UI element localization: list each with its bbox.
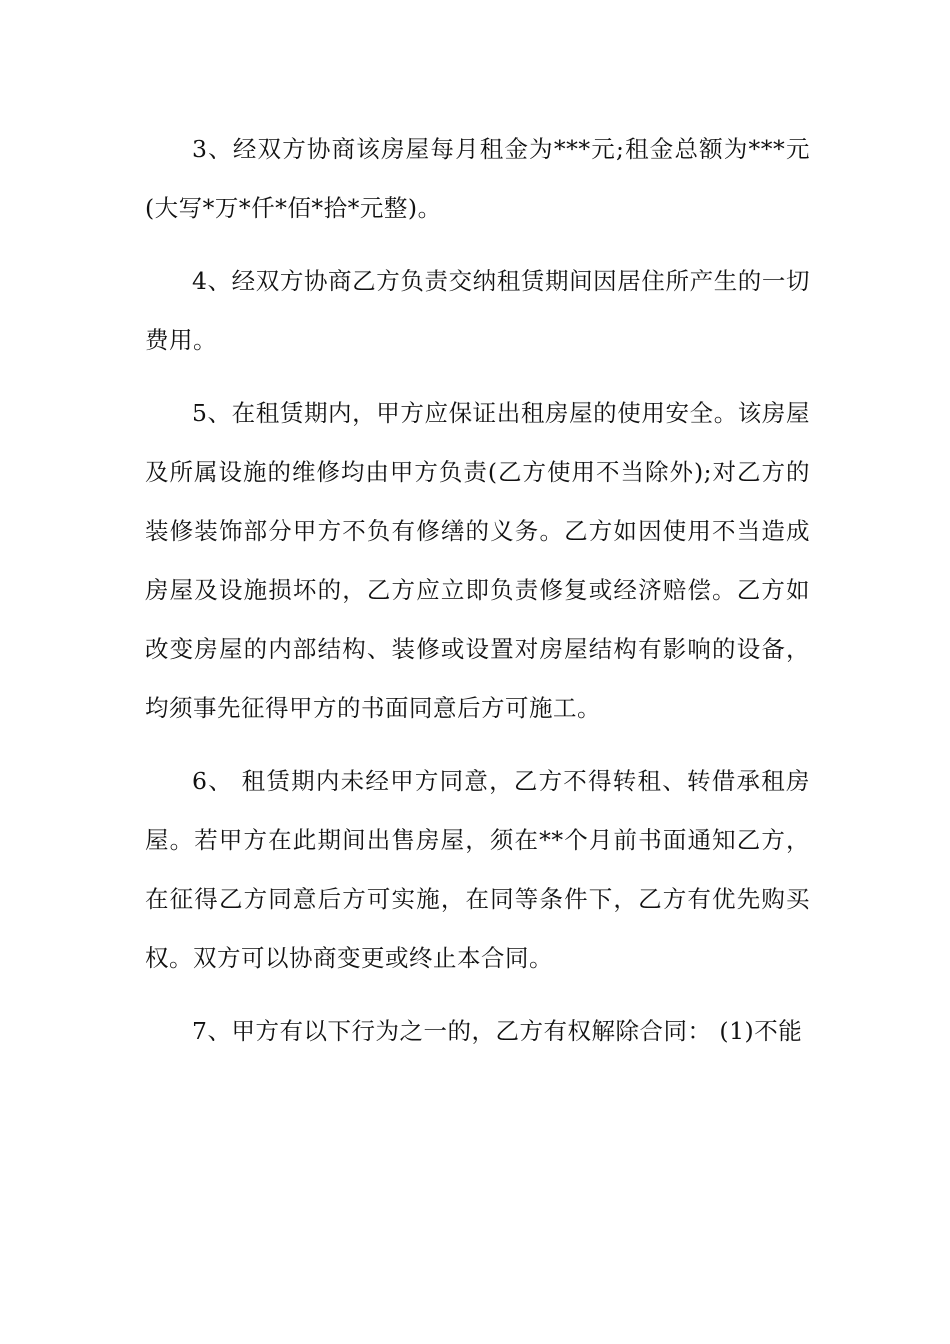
paragraph-clause-4: 4、经双方协商乙方负责交纳租赁期间因居住所产生的一切费用。 <box>145 267 810 354</box>
paragraph-clause-3: 3、经双方协商该房屋每月租金为***元;租金总额为***元(大写*万*仟*佰*拾*元整)。 <box>145 135 810 222</box>
paragraph-clause-6: 6、 租赁期内未经甲方同意，乙方不得转租、转借承租房屋。若甲方在此期间出售房屋，须在**个月前书面通知乙方，在征得乙方同意后方可实施，在同等条件下，乙方有优先购买权。双方可以协商变更或终止本合同。 <box>145 767 810 972</box>
paragraph-clause-7: 7、甲方有以下行为之一的，乙方有权解除合同： (1)不能 <box>192 1017 803 1045</box>
document-body <box>145 120 810 1075</box>
paragraph-clause-5: 5、在租赁期内，甲方应保证出租房屋的使用安全。该房屋及所属设施的维修均由甲方负责(乙方使用不当除外);对乙方的装修装饰部分甲方不负有修缮的义务。乙方如因使用不当造成房屋及设施损坏的，乙方应立即负责修复或经济赔偿。乙方如改变房屋的内部结构、装修或设置对房屋结构有影响的设备，均须事先征得甲方的书面同意后方可施工。 <box>145 399 810 722</box>
